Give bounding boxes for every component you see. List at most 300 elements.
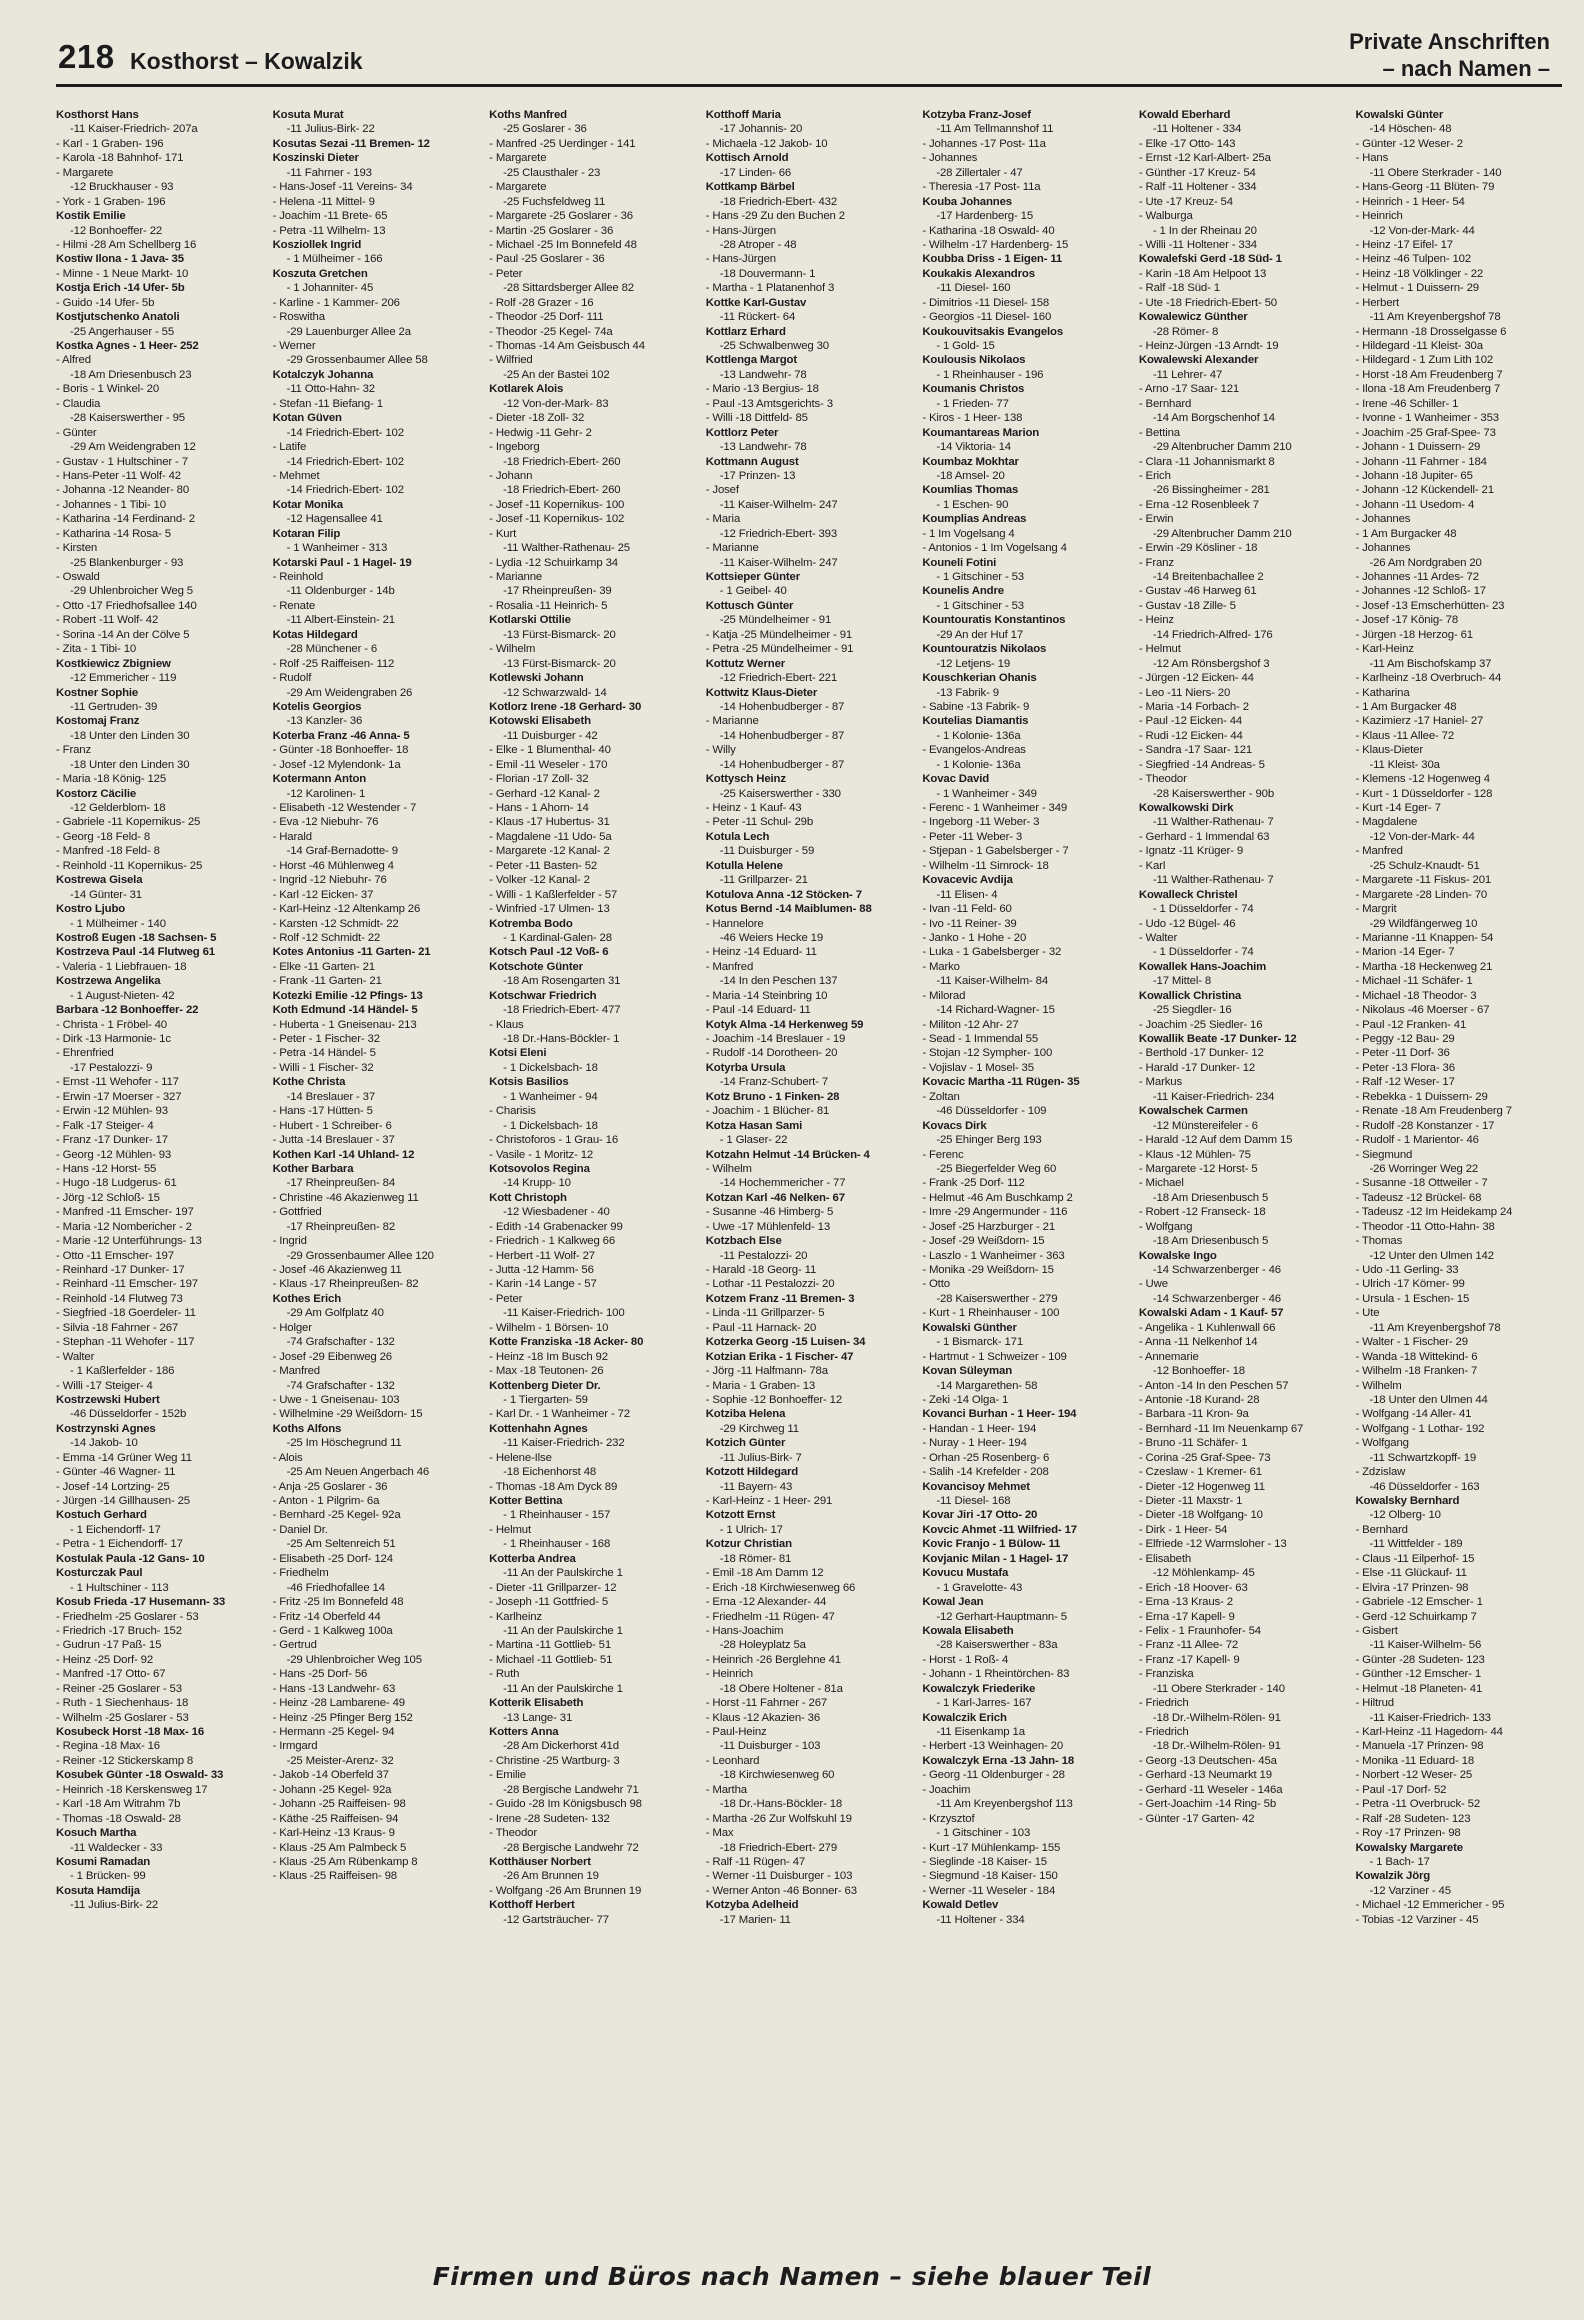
listing-entry: -14 Graf-Bernadotte- 9	[286, 845, 398, 858]
listing-entry: - Reinhard -11 Emscher- 197	[56, 1278, 198, 1291]
listing-entry: - Nikolaus -46 Moerser - 67	[1355, 1004, 1490, 1017]
listing-entry: - Margarete -12 Horst- 5	[1138, 1162, 1258, 1175]
listing-entry: - Karl	[1138, 859, 1166, 872]
listing-entry: Kostrzynski Agnes	[56, 1422, 156, 1435]
listing-entry: Kosumi Ramadan	[56, 1855, 151, 1868]
listing-entry: Kowala Elisabeth	[922, 1624, 1014, 1637]
listing-entry: - Paul -25 Goslarer - 36	[489, 253, 605, 266]
listing-entry: Kotula Lech	[705, 830, 770, 843]
listing-entry: -11 Julius-Birk- 22	[70, 1899, 159, 1912]
listing-entry: - Florian -17 Zoll- 32	[489, 773, 589, 786]
listing-entry: Koumlias Thomas	[922, 484, 1019, 497]
listing-entry: - Karl -18 Am Witrahm 7b	[56, 1798, 181, 1811]
listing-entry: Kottkamp Bärbel	[705, 181, 795, 194]
listing-entry: -11 Rückert- 64	[719, 311, 796, 324]
listing-entry: - Christoforos - 1 Grau- 16	[489, 1134, 619, 1147]
listing-entry: - Otto	[922, 1278, 950, 1291]
listing-entry: Koubba Driss - 1 Eigen- 11	[922, 253, 1063, 266]
listing-entry: -11 Am Kreyenbergshof 78	[1369, 311, 1501, 324]
listing-entry: - Tadeusz -12 Im Heidekamp 24	[1355, 1206, 1513, 1219]
listing-entry: - Heinrich - 1 Heer- 54	[1355, 195, 1465, 208]
listing-entry: -11 Diesel- 168	[936, 1495, 1011, 1507]
listing-entry: Kowalczyk Erna -13 Jahn- 18	[922, 1754, 1074, 1767]
listing-entry: -14 Am Borgschenhof 14	[1152, 412, 1275, 425]
listing-entry: - Sead - 1 Immendal 55	[922, 1033, 1039, 1045]
listing-entry: -25 Schulz-Knaudt- 51	[1369, 859, 1480, 872]
listing-entry: -18 Amsel- 20	[936, 469, 1005, 482]
listing-entry: - Josef -13 Emscherhütten- 23	[1355, 599, 1505, 612]
listing-entry: -11 Kaiser-Friedrich- 207a	[70, 123, 198, 136]
listing-entry: - Theodor -11 Otto-Hahn- 38	[1355, 1220, 1495, 1233]
listing-entry: Kotthoff Maria	[705, 109, 781, 121]
listing-entry: Kowalewski Alexander	[1138, 354, 1259, 367]
listing-entry: - Emil -18 Am Damm 12	[705, 1567, 824, 1580]
listing-entry: - Reinhold -11 Kopernikus- 25	[56, 859, 203, 872]
listing-entry: - Susanne -46 Himberg- 5	[705, 1206, 834, 1219]
listing-entry: -18 Am Driesenbusch 5	[1152, 1191, 1269, 1204]
listing-entry: Kotz Bruno - 1 Finken- 28	[705, 1090, 840, 1103]
listing-entry: - Gottfried	[272, 1206, 322, 1219]
listing-entry: - Helmut -18 Planeten- 41	[1355, 1682, 1483, 1695]
listing-entry: - Wilhelm - 1 Börsen- 10	[489, 1321, 609, 1334]
listing-entry: - Corina -25 Graf-Spee- 73	[1138, 1451, 1271, 1464]
listing-entry: -12 Bonhoeffer- 18	[1152, 1365, 1245, 1378]
listing-entry: -11 Kaiser-Wilhelm- 84	[936, 975, 1049, 988]
listing-entry: -11 Kaiser-Wilhelm- 247	[719, 498, 838, 511]
listing-entry: - Ferenc - 1 Wanheimer - 349	[922, 802, 1068, 814]
listing-entry: - Huberta - 1 Gneisenau- 213	[272, 1018, 417, 1031]
listing-entry: - Joseph -11 Gottfried- 5	[489, 1596, 609, 1609]
listing-entry: Barbara -12 Bonhoeffer- 22	[56, 1004, 199, 1017]
listing-entry: - Gustav -18 Zille- 5	[1138, 599, 1236, 612]
listing-entry: - Siegmund -18 Kaiser- 150	[922, 1870, 1058, 1883]
listing-entry: - Zita - 1 Tibi- 10	[56, 643, 137, 656]
listing-entry: - Willi -11 Holtener - 334	[1138, 238, 1257, 251]
listing-entry: Kowalski Günther	[922, 1321, 1017, 1334]
listing-entry: -25 Biegerfelder Weg 60	[936, 1162, 1057, 1175]
listing-entry: - Peter -11 Schul- 29b	[705, 816, 814, 829]
listing-entry: - Ruth	[489, 1668, 520, 1681]
listing-entry: - Manfred	[705, 960, 754, 973]
listing-entry: - Hans-Jürgen	[705, 224, 776, 237]
listing-entry: Koumbaz Mokhtar	[922, 455, 1019, 468]
listing-entry: Kotterik Elisabeth	[489, 1697, 584, 1710]
listing-entry: -14 Hohenbudberger - 87	[719, 758, 845, 771]
listing-entry: - Gustav -46 Harweg 61	[1138, 585, 1257, 598]
listing-entry: - Erich	[1138, 469, 1171, 482]
listing-entry: - Johannes -17 Post- 11a	[922, 137, 1046, 150]
listing-entry: - Heinrich -26 Berglehne 41	[705, 1653, 841, 1666]
listing-entry: - Else -11 Glückauf- 11	[1355, 1567, 1467, 1580]
listing-entry: Kovcic Ahmet -11 Wilfried- 17	[922, 1523, 1077, 1536]
listing-entry: - Hans-Joachim	[705, 1624, 784, 1637]
listing-entry: -46 Weiers Hecke 19	[719, 931, 824, 944]
listing-entry: - Hubert - 1 Schreiber- 6	[272, 1119, 392, 1132]
listing-entry: - Martha - 1 Platanenhof 3	[705, 282, 835, 295]
page-number: 218	[58, 38, 115, 75]
listing-entry: Kostrewa Gisela	[56, 874, 143, 887]
listing-entry: - Gustav - 1 Hultschiner - 7	[56, 455, 188, 468]
listing-entry: - Klemens -12 Hogenweg 4	[1355, 773, 1490, 786]
listing-entry: - Zoltan	[922, 1090, 960, 1103]
listing-entry: -17 Pestalozzi- 9	[70, 1061, 153, 1074]
listing-entry: - Josef -17 Kōnig- 78	[1355, 614, 1459, 627]
listing-entry: Kovacs Dirk	[922, 1119, 987, 1132]
listing-entry: - Christine -25 Wartburg- 3	[489, 1754, 620, 1767]
listing-entry: Koth Edmund -14 Händel- 5	[272, 1004, 418, 1017]
listing-entry: -18 Friedrich-Ebert- 432	[719, 195, 838, 208]
listing-entry: - Gudrun -17 Paß- 15	[56, 1639, 162, 1652]
listing-entry: - Irene -28 Sudeten- 132	[489, 1812, 610, 1825]
listing-entry: -13 Kanzler- 36	[286, 715, 363, 728]
listing-entry: - Theodor	[1138, 773, 1187, 786]
listing-entry: -11 Holtener - 334	[1152, 123, 1242, 136]
listing-entry: -25 Angerhauser - 55	[70, 325, 175, 338]
listing-entry: Kostroß Eugen -18 Sachsen- 5	[56, 931, 217, 944]
listing-entry: -12 Bonhoeffer- 22	[70, 224, 163, 237]
listing-entry: - Horst -11 Fahrner - 267	[705, 1697, 828, 1710]
listing-entry: - Elisabeth -25 Dorf- 124	[272, 1552, 393, 1565]
listing-entry: -18 Friedrich-Ebert- 260	[503, 455, 621, 468]
listing-entry: - Franziska	[1138, 1668, 1194, 1681]
listing-entry: - 1 Glaser- 22	[719, 1134, 788, 1147]
listing-entry: Kostorz Cäcilie	[56, 787, 137, 800]
listing-entry: - 1 Bach- 17	[1369, 1855, 1430, 1868]
listing-entry: - Guido -14 Ufer- 5b	[56, 296, 155, 309]
listing-entry: - Wilhelm -17 Hardenberg- 15	[922, 238, 1069, 251]
listing-entry: - Margarete	[489, 181, 547, 194]
listing-entry: - Reinhold -14 Flutweg 73	[56, 1292, 183, 1305]
listing-entry: - Karola -18 Bahnhof- 171	[56, 152, 184, 165]
listing-entry: - Sandra -17 Saar- 121	[1138, 744, 1253, 757]
listing-entry: -29 Uhlenbroicher Weg 105	[286, 1653, 422, 1666]
listing-entry: - Wilhelm	[705, 1162, 752, 1175]
listing-entry: - 1 In der Rheinau 20	[1152, 224, 1257, 237]
listing-entry: - Anton -14 In den Peschen 57	[1138, 1379, 1289, 1392]
listing-entry: - Rudolf	[272, 672, 312, 685]
listing-entry: - Hilmi -28 Am Schellberg 16	[56, 238, 197, 251]
listing-entry: - 1 Karl-Jarres- 167	[936, 1697, 1032, 1710]
listing-entry: - Helmut -46 Am Buschkamp 2	[922, 1191, 1073, 1204]
listing-entry: Kotzyba Franz-Josef	[922, 109, 1031, 121]
listing-entry: -12 Olberg- 10	[1369, 1509, 1441, 1522]
listing-entry: - Bruno -11 Schäfer- 1	[1138, 1437, 1248, 1450]
listing-entry: -18 Am Driesenbusch 5	[1152, 1235, 1269, 1248]
section-title-line1: Private Anschriften	[1349, 29, 1550, 54]
listing-entry: - Heinz - 1 Kauf- 43	[705, 802, 802, 814]
listing-entry: - Martha -18 Heckenweg 21	[1355, 960, 1493, 973]
listing-entry: Kowalski Adam - 1 Kauf- 57	[1138, 1307, 1284, 1320]
listing-entry: - Roswitha	[272, 311, 325, 324]
listing-entry: - Margarete	[56, 166, 114, 179]
listing-entry: Kotlewski Johann	[489, 672, 584, 685]
listing-entry: Kother Barbara	[272, 1162, 354, 1175]
name-listing	[56, 108, 1564, 2238]
listing-entry: - Paul-Heinz	[705, 1726, 767, 1738]
listing-entry: - Harald -17 Dunker- 12	[1138, 1061, 1256, 1074]
listing-entry: - Peter -11 Dorf- 36	[1355, 1047, 1450, 1060]
listing-entry: -14 Breslauer - 37	[286, 1090, 376, 1103]
listing-entry: - Regina -18 Max- 16	[56, 1740, 160, 1753]
listing-entry: - Bernhard	[1355, 1523, 1408, 1536]
listing-entry: - Ingeborg	[489, 441, 540, 454]
listing-entry: -25 Schwalbenweg 30	[719, 340, 829, 352]
listing-entry: - Wolfgang	[1138, 1220, 1193, 1233]
listing-entry: - Ignatz -11 Krüger- 9	[1138, 845, 1244, 858]
listing-entry: - Hans-Jürgen	[705, 253, 776, 266]
listing-entry: - Ute -17 Kreuz- 54	[1138, 195, 1233, 208]
listing-entry: - Gerhard -13 Neumarkt 19	[1138, 1769, 1272, 1782]
listing-entry: - Hans -29 Zu den Buchen 2	[705, 210, 845, 223]
listing-column-3	[489, 108, 698, 2238]
listing-entry: - Jörg -11 Halfmann- 78a	[705, 1365, 828, 1378]
listing-entry: - Karline - 1 Kammer- 206	[272, 296, 400, 309]
listing-entry: - Karl Dr. - 1 Wanheimer - 72	[489, 1408, 630, 1421]
listing-entry: - Rudolf - 1 Marientor- 46	[1355, 1134, 1479, 1147]
listing-entry: -18 Dr.-Hans-Böckler- 1	[503, 1033, 620, 1045]
listing-entry: -28 Kaiserswerther - 95	[70, 412, 185, 425]
listing-entry: -14 Friedrich-Ebert- 102	[286, 426, 404, 439]
listing-entry: - Wilhelm -11 Simrock- 18	[922, 859, 1049, 872]
listing-entry: Kotyk Alma -14 Herkenweg 59	[705, 1018, 864, 1031]
listing-entry: - Leonhard	[705, 1754, 760, 1767]
listing-entry: - Gerd -12 Schuirkamp 7	[1355, 1610, 1477, 1623]
listing-entry: - Ute -18 Friedrich-Ebert- 50	[1138, 296, 1277, 309]
listing-entry: - Günter -28 Sudeten- 123	[1355, 1653, 1485, 1666]
listing-entry: - Margrit	[1355, 903, 1397, 916]
listing-entry: Kouneli Fotini	[922, 556, 997, 569]
listing-entry: - Maria -14 Forbach- 2	[1138, 700, 1249, 713]
listing-entry: -11 Waldecker - 33	[70, 1841, 163, 1854]
listing-entry: - Magdalene -11 Udo- 5a	[489, 830, 612, 843]
listing-entry: - Vasile - 1 Moritz- 12	[489, 1148, 594, 1161]
listing-entry: - Willy	[705, 744, 736, 757]
listing-entry: - Bernhard -11 Im Neuenkamp 67	[1138, 1422, 1304, 1435]
listing-entry: -11 Kaiser-Wilhelm- 247	[719, 556, 838, 569]
listing-entry: -12 Bruckhauser - 93	[70, 181, 174, 194]
listing-entry: - Rudolf -28 Konstanzer - 17	[1355, 1119, 1495, 1132]
listing-entry: - Johann -11 Fahrner - 184	[1355, 455, 1487, 468]
listing-entry: -29 Am Weidengraben 26	[286, 686, 413, 699]
listing-entry: -11 Schwartzkopff- 19	[1369, 1451, 1477, 1464]
listing-entry: -11 Obere Sterkrader - 140	[1369, 166, 1502, 179]
listing-entry: -11 Am Kreyenbergshof 113	[936, 1798, 1073, 1811]
listing-entry: - Theodor -25 Kegel- 74a	[489, 325, 613, 338]
listing-entry: -11 Walther-Rathenau- 25	[503, 542, 630, 555]
listing-entry: - Rosalia -11 Heinrich- 5	[489, 599, 608, 612]
listing-entry: -17 Rheinpreußen- 84	[286, 1177, 396, 1190]
listing-entry: - Ralf -11 Holtener - 334	[1138, 181, 1257, 194]
listing-entry: - Kazimierz -17 Haniel- 27	[1355, 715, 1484, 728]
listing-entry: -29 Am Golfplatz 40	[286, 1307, 384, 1320]
listing-entry: Kosziollek Ingrid	[272, 238, 362, 251]
listing-entry: Kovancisoy Mehmet	[922, 1480, 1030, 1493]
listing-entry: - Siegfried -14 Andreas- 5	[1138, 758, 1265, 771]
listing-entry: - Johanna -12 Neander- 80	[56, 484, 190, 497]
listing-entry: - Erna -12 Alexander- 44	[705, 1596, 827, 1609]
listing-entry: -29 Grossenbaumer Allee 58	[286, 354, 428, 367]
listing-entry: - Stjepan - 1 Gabelsberger - 7	[922, 845, 1069, 858]
listing-entry: - Antonie -18 Kurand- 28	[1138, 1393, 1260, 1406]
listing-entry: - Klaus	[489, 1018, 524, 1031]
listing-entry: Kotsch Paul -12 Voß- 6	[489, 946, 609, 959]
listing-entry: - Thomas -14 Am Geisbusch 44	[489, 340, 645, 352]
listing-entry: -11 Kaiser-Friedrich- 100	[503, 1307, 625, 1320]
listing-entry: Kowalleck Christel	[1138, 888, 1238, 901]
listing-entry: -11 Otto-Hahn- 32	[286, 383, 375, 396]
listing-entry: - Friedrich - 1 Kalkweg 66	[489, 1235, 616, 1248]
listing-entry: Kotes Antonius -11 Garten- 21	[272, 946, 431, 959]
listing-entry: - Anna -11 Nelkenhof 14	[1138, 1336, 1258, 1349]
listing-entry: - Magdalene	[1355, 816, 1418, 829]
listing-entry: Kovar Jiri -17 Otto- 20	[922, 1509, 1038, 1522]
listing-entry: - Karsten -12 Schmidt- 22	[272, 917, 399, 930]
listing-entry: - Reiner -25 Goslarer - 53	[56, 1682, 182, 1695]
footer-note: Firmen und Büros nach Namen – siehe blauer Teil	[432, 2262, 1152, 2291]
listing-entry: - Boris - 1 Winkel- 20	[56, 383, 160, 396]
listing-entry: -25 Ehinger Berg 193	[936, 1134, 1042, 1147]
listing-entry: - Friedrich	[1138, 1697, 1189, 1710]
listing-entry: - Fritz -14 Oberfeld 44	[272, 1610, 381, 1623]
listing-entry: - Hermann -25 Kegel- 94	[272, 1726, 395, 1738]
listing-entry: - Walter	[1138, 931, 1178, 944]
listing-entry: - Falk -17 Steiger- 4	[56, 1119, 154, 1132]
listing-entry: -12 Unter den Ulmen 142	[1369, 1249, 1494, 1262]
listing-entry: Kotan Güven	[272, 412, 342, 425]
listing-entry: - Herbert	[1355, 296, 1400, 309]
listing-entry: Kosutas Sezai -11 Bremen- 12	[272, 137, 430, 150]
listing-entry: - Maria - 1 Graben- 13	[705, 1379, 816, 1392]
listing-entry: -25 Im Höschegrund 11	[286, 1437, 402, 1450]
listing-entry: - York - 1 Graben- 196	[56, 195, 166, 208]
listing-entry: - Klaus -25 Am Rübenkamp 8	[272, 1855, 418, 1868]
listing-entry: - Kurt - 1 Rheinhauser - 100	[922, 1307, 1060, 1320]
listing-entry: - Rolf -28 Grazer - 16	[489, 296, 594, 309]
listing-entry: - Josef -14 Lortzing- 25	[56, 1480, 170, 1493]
listing-entry: -18 Friedrich-Ebert- 477	[503, 1004, 621, 1017]
listing-entry: -14 Höschen- 48	[1369, 123, 1452, 136]
listing-entry: -14 Franz-Schubert- 7	[719, 1076, 829, 1089]
listing-entry: - Nuray - 1 Heer- 194	[922, 1437, 1027, 1450]
listing-entry: -14 Hohenbudberger - 87	[719, 729, 845, 742]
listing-entry: - Paul -12 Franken- 41	[1355, 1018, 1467, 1031]
listing-entry: - Manfred	[1355, 845, 1403, 858]
listing-entry: -14 Friedrich-Ebert- 102	[286, 455, 404, 468]
listing-entry: - Margarete -25 Goslarer - 36	[489, 210, 633, 223]
listing-entry: - Dimitrios -11 Diesel- 158	[922, 296, 1050, 309]
listing-entry: -17 Rheinpreußen- 82	[286, 1220, 396, 1233]
listing-entry: -18 Römer- 81	[719, 1552, 792, 1565]
listing-entry: Kostiw Ilona - 1 Java- 35	[56, 253, 184, 266]
listing-entry: - Wilhelm -18 Franken- 7	[1355, 1365, 1478, 1378]
listing-entry: Kotschwar Friedrich	[489, 989, 597, 1002]
listing-entry: - Hiltrud	[1355, 1697, 1394, 1710]
listing-entry: - Ursula - 1 Eschen- 15	[1355, 1292, 1470, 1305]
listing-entry: Kovacevic Avdija	[922, 874, 1013, 887]
listing-entry: - Horst -46 Mühlenweg 4	[272, 859, 394, 872]
listing-entry: Kotowski Elisabeth	[489, 715, 591, 728]
listing-column-1	[56, 108, 265, 2238]
listing-entry: Kostuch Gerhard	[56, 1509, 147, 1522]
listing-entry: - 1 Rheinhauser - 168	[503, 1538, 611, 1551]
listing-entry: - Günter -17 Garten- 42	[1138, 1812, 1255, 1825]
listing-entry: - Udo -12 Bügel- 46	[1138, 917, 1236, 930]
listing-entry: - Ehrenfried	[56, 1047, 114, 1060]
listing-entry: - Sophie -12 Bonhoeffer- 12	[705, 1393, 843, 1406]
listing-entry: -28 Am Dickerhorst 41d	[503, 1740, 619, 1753]
listing-entry: -14 Friedrich-Ebert- 102	[286, 484, 404, 497]
listing-entry: - Erich -18 Hoover- 63	[1138, 1581, 1248, 1594]
listing-entry: - Zeki -14 Olga- 1	[922, 1393, 1009, 1406]
listing-entry: - Rolf -25 Raiffeisen- 112	[272, 657, 395, 670]
listing-entry: - Irene -46 Schiller- 1	[1355, 397, 1459, 410]
listing-entry: - 1 Mülheimer - 166	[286, 253, 383, 266]
listing-entry: - Heinz -18 Im Busch 92	[489, 1350, 608, 1363]
listing-entry: Kotzbach Else	[705, 1235, 782, 1248]
listing-entry: - Anja -25 Goslarer - 36	[272, 1480, 388, 1493]
listing-entry: - Petra -14 Händel- 5	[272, 1047, 376, 1060]
listing-entry: - Janko - 1 Hohe - 20	[922, 931, 1027, 944]
listing-entry: - Berthold -17 Dunker- 12	[1138, 1047, 1264, 1060]
listing-entry: - Martin -25 Goslarer - 36	[489, 224, 614, 237]
listing-entry: -29 Altenbrucher Damm 210	[1152, 527, 1292, 540]
listing-entry: - Wolfgang -26 Am Brunnen 19	[489, 1884, 642, 1897]
listing-entry: - Paul -12 Eicken- 44	[1138, 715, 1243, 728]
listing-entry: - Kiros - 1 Heer- 138	[922, 412, 1023, 425]
listing-entry: - Joachim	[922, 1783, 971, 1796]
listing-entry: Kotzott Ernst	[705, 1509, 776, 1522]
listing-entry: - Ivonne - 1 Wanheimer - 353	[1355, 412, 1499, 425]
listing-entry: - Sorina -14 An der Cölve 5	[56, 628, 190, 641]
listing-entry: - Gert-Joachim -14 Ring- 5b	[1138, 1798, 1277, 1811]
listing-entry: -11 Fahrner - 193	[286, 166, 372, 179]
listing-entry: Kotterba Andrea	[489, 1552, 576, 1565]
listing-entry: -11 Bayern- 43	[719, 1480, 793, 1493]
listing-entry: Kotte Franziska -18 Acker- 80	[489, 1336, 644, 1349]
listing-entry: Koumanis Christos	[922, 383, 1025, 396]
listing-entry: Kosubeck Horst -18 Max- 16	[56, 1726, 205, 1738]
listing-entry: Kosub Frieda -17 Husemann- 33	[56, 1596, 226, 1609]
listing-entry: Kottlenga Margot	[705, 354, 797, 367]
listing-entry: -11 Kaiser-Wilhelm- 56	[1369, 1639, 1482, 1652]
listing-entry: Kotzerka Georg -15 Luisen- 34	[705, 1336, 866, 1349]
listing-entry: - Maria	[705, 513, 741, 526]
listing-entry: - Ute	[1355, 1307, 1380, 1320]
listing-entry: - Franz	[56, 744, 92, 757]
listing-entry: - Helmut - 1 Duissern- 29	[1355, 282, 1479, 295]
listing-entry: - Emil -11 Weseler - 170	[489, 758, 608, 771]
listing-entry: -18 Unter den Linden 30	[70, 758, 190, 771]
listing-entry: Kotar Monika	[272, 498, 343, 511]
listing-entry: - Theresia -17 Post- 11a	[922, 181, 1041, 194]
listing-entry: Koumplias Andreas	[922, 513, 1027, 526]
listing-entry: -11 Walther-Rathenau- 7	[1152, 816, 1274, 829]
listing-entry: Kowal Jean	[922, 1596, 984, 1609]
listing-entry: - Karl -12 Eicken- 37	[272, 888, 374, 901]
listing-entry: - Karl-Heinz -11 Hagedorn- 44	[1355, 1726, 1503, 1738]
listing-entry: Kovucu Mustafa	[922, 1567, 1009, 1580]
listing-entry: Koths Manfred	[489, 109, 567, 121]
listing-entry: - Ulrich -17 Körner- 99	[1355, 1278, 1465, 1291]
listing-entry: -12 Friedrich-Ebert- 221	[719, 672, 838, 685]
listing-entry: - Alfred	[56, 354, 91, 367]
listing-entry: - Martha	[705, 1783, 747, 1796]
listing-entry: Kotzan Karl -46 Nelken- 67	[705, 1191, 845, 1204]
listing-entry: Kostrzewski Hubert	[56, 1393, 160, 1406]
listing-entry: -17 Linden- 66	[719, 166, 792, 179]
listing-entry: Kowalczik Erich	[922, 1711, 1007, 1724]
listing-entry: -13 Landwehr- 78	[719, 368, 807, 381]
